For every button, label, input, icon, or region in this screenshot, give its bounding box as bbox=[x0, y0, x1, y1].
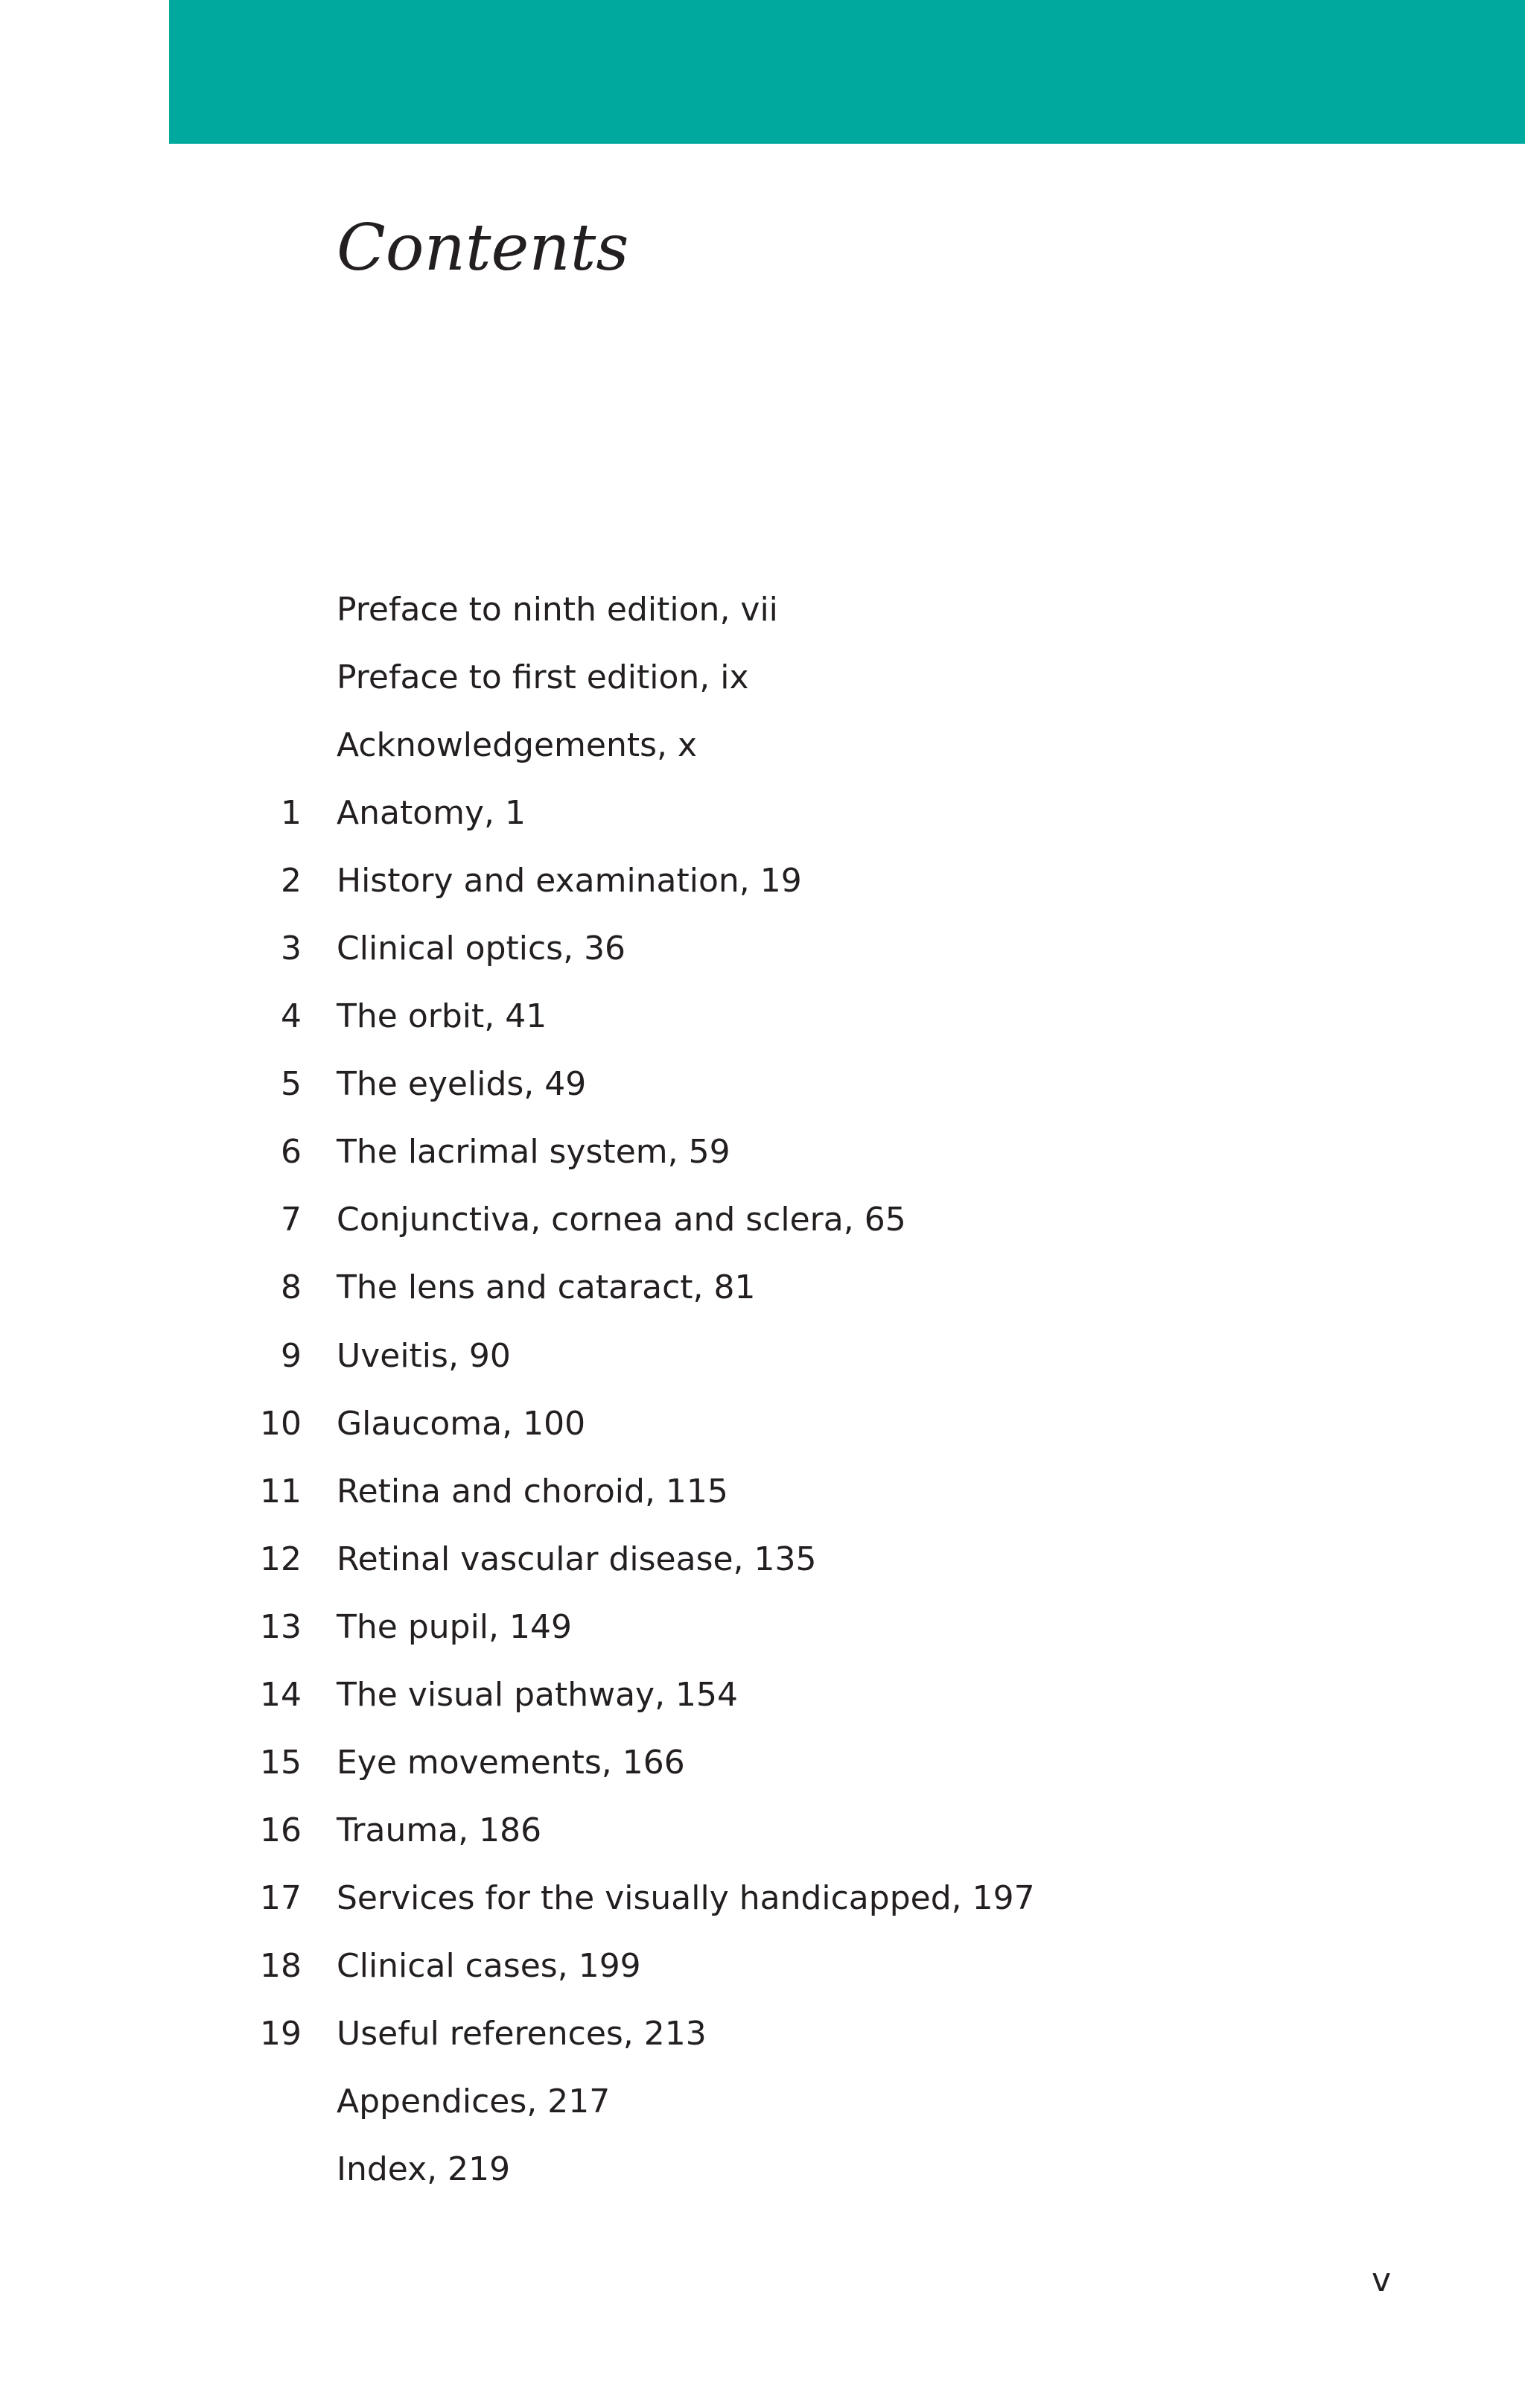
page-title: Contents bbox=[337, 211, 629, 285]
toc-entry[interactable] bbox=[0, 779, 1525, 847]
chapter-number: 4 bbox=[281, 997, 302, 1036]
toc-entry[interactable] bbox=[0, 982, 1525, 1050]
toc-entry[interactable] bbox=[0, 1186, 1525, 1254]
chapter-number: 7 bbox=[281, 1201, 302, 1239]
toc-entry[interactable] bbox=[0, 1050, 1525, 1118]
toc-entry-title: Trauma, 186 bbox=[337, 1811, 542, 1849]
toc-entry[interactable] bbox=[0, 2068, 1525, 2135]
chapter-number: 5 bbox=[281, 1065, 302, 1104]
toc-entry-title: Uveitis, 90 bbox=[337, 1336, 511, 1375]
toc-entry[interactable] bbox=[0, 1254, 1525, 1321]
toc-entry-title: Retina and choroid, 115 bbox=[337, 1472, 728, 1510]
toc-entry[interactable] bbox=[0, 1322, 1525, 1390]
chapter-number: 19 bbox=[260, 2014, 302, 2053]
toc-entry-title: Glaucoma, 100 bbox=[337, 1404, 586, 1443]
chapter-number: 14 bbox=[260, 1675, 302, 1714]
chapter-number: 16 bbox=[260, 1811, 302, 1849]
toc-entry[interactable] bbox=[0, 1797, 1525, 1864]
toc-entry-title: Appendices, 217 bbox=[337, 2083, 611, 2121]
toc-entry[interactable] bbox=[0, 1593, 1525, 1661]
toc-entry[interactable] bbox=[0, 644, 1525, 711]
chapter-number: 15 bbox=[260, 1743, 302, 1782]
chapter-number: 12 bbox=[260, 1540, 302, 1578]
toc-entry-title: Clinical cases, 199 bbox=[337, 1946, 641, 1985]
toc-entry-title: The lens and cataract, 81 bbox=[337, 1268, 756, 1307]
toc-entry-title: Clinical optics, 36 bbox=[337, 930, 626, 968]
toc-entry-title: Index, 219 bbox=[337, 2150, 511, 2189]
toc-entry-title: Conjunctiva, cornea and sclera, 65 bbox=[337, 1201, 906, 1239]
chapter-number: 18 bbox=[260, 1946, 302, 1985]
toc-entry[interactable] bbox=[0, 1390, 1525, 1458]
toc-entry-title: The visual pathway, 154 bbox=[337, 1675, 739, 1714]
toc-entry-title: Preface to ninth edition, vii bbox=[337, 591, 778, 629]
toc-entry-title: Useful references, 213 bbox=[337, 2014, 707, 2053]
toc-entry-title: History and examination, 19 bbox=[337, 862, 802, 900]
toc-entry[interactable] bbox=[0, 847, 1525, 915]
header-band bbox=[169, 0, 1525, 144]
toc-entry[interactable] bbox=[0, 2000, 1525, 2068]
toc-entry-title: The lacrimal system, 59 bbox=[337, 1133, 730, 1172]
toc-entry[interactable] bbox=[0, 2135, 1525, 2203]
toc-entry[interactable] bbox=[0, 576, 1525, 644]
chapter-number: 6 bbox=[281, 1133, 302, 1172]
page-number: v bbox=[1371, 2261, 1392, 2299]
chapter-number: 10 bbox=[260, 1404, 302, 1443]
chapter-number: 9 bbox=[281, 1336, 302, 1375]
chapter-number: 17 bbox=[260, 1878, 302, 1917]
toc-entry-title: The pupil, 149 bbox=[337, 1607, 572, 1646]
toc-entry-title: Preface to first edition, ix bbox=[337, 658, 749, 697]
toc-entry[interactable] bbox=[0, 1118, 1525, 1186]
table-of-contents bbox=[0, 576, 1525, 2203]
chapter-number: 1 bbox=[281, 794, 302, 833]
chapter-number: 13 bbox=[260, 1607, 302, 1646]
toc-entry-title: Eye movements, 166 bbox=[337, 1743, 685, 1782]
toc-entry[interactable] bbox=[0, 1458, 1525, 1525]
toc-entry[interactable] bbox=[0, 1525, 1525, 1593]
toc-entry[interactable] bbox=[0, 1661, 1525, 1729]
chapter-number: 3 bbox=[281, 930, 302, 968]
toc-entry-title: Retinal vascular disease, 135 bbox=[337, 1540, 817, 1578]
toc-entry-title: Anatomy, 1 bbox=[337, 794, 526, 833]
toc-entry[interactable] bbox=[0, 1729, 1525, 1797]
toc-entry[interactable] bbox=[0, 915, 1525, 982]
toc-entry-title: Acknowledgements, x bbox=[337, 726, 698, 765]
toc-entry-title: The orbit, 41 bbox=[337, 997, 547, 1036]
toc-entry[interactable] bbox=[0, 1932, 1525, 2000]
toc-entry[interactable] bbox=[0, 1864, 1525, 1932]
toc-entry-title: Services for the visually handicapped, 197 bbox=[337, 1878, 1035, 1917]
chapter-number: 11 bbox=[260, 1472, 302, 1510]
toc-entry[interactable] bbox=[0, 711, 1525, 779]
toc-entry-title: The eyelids, 49 bbox=[337, 1065, 587, 1104]
chapter-number: 2 bbox=[281, 862, 302, 900]
chapter-number: 8 bbox=[281, 1268, 302, 1307]
